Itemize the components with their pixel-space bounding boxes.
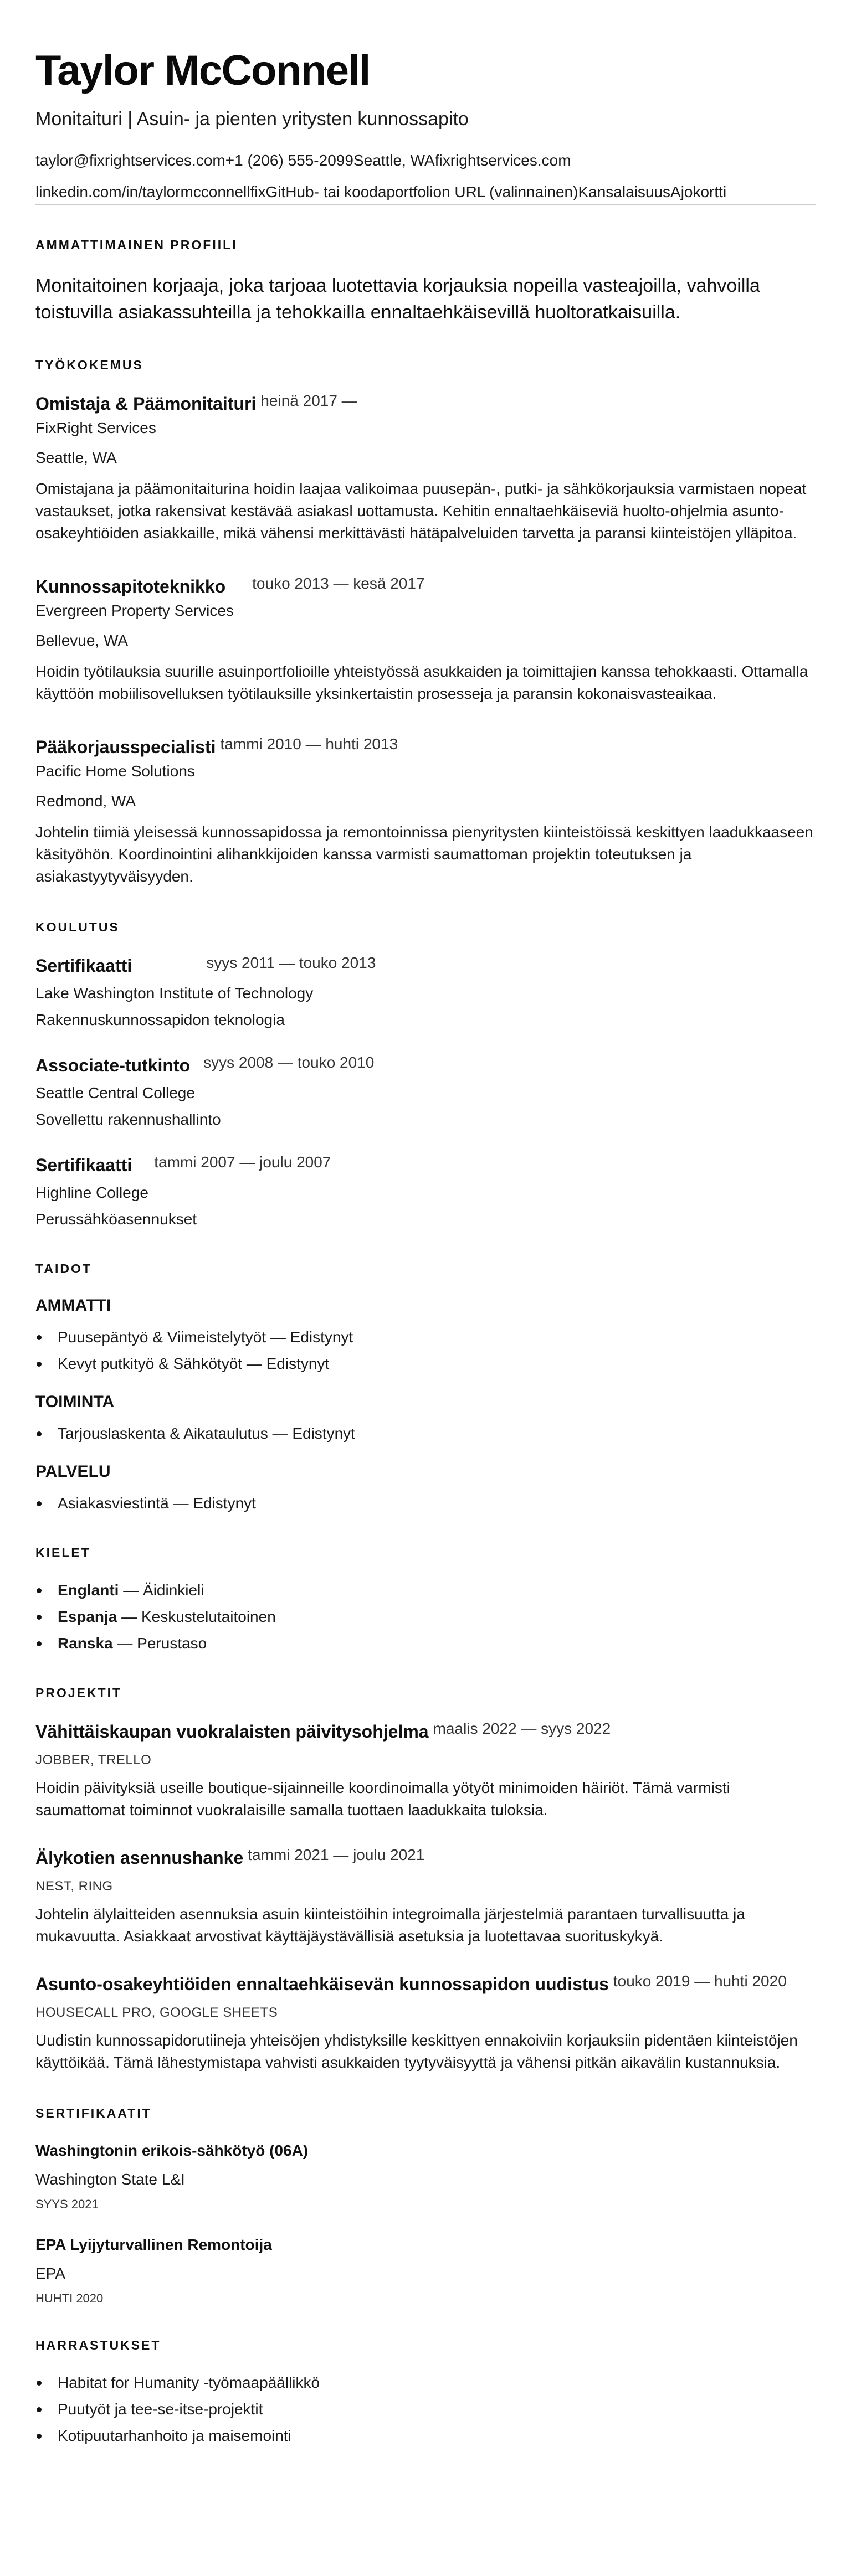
section-title-education: KOULUTUS: [35, 920, 120, 935]
project-dates: maalis 2022 — syys 2022: [433, 1720, 611, 1738]
project-dates: tammi 2021 — joulu 2021: [248, 1846, 425, 1864]
section-title-experience: TYÖKOKEMUS: [35, 358, 143, 373]
project-tech: JOBBER, TRELLO: [35, 1753, 152, 1768]
language-level: — Äidinkieli: [119, 1581, 204, 1599]
degree-title: Sertifikaatti: [35, 1155, 132, 1176]
job-location: Seattle, WA: [35, 449, 117, 467]
profile-summary: Monitaitoinen korjaaja, joka tarjoaa luotettavia korjauksia nopeilla vasteajoilla, vahvoilla toistuvilla asiakassuhteilla ja tehokkailla ennaltaehkäisevillä huoltoratkaisuilla.: [35, 275, 760, 323]
field-of-study: Perussähköasennukset: [35, 1210, 197, 1228]
skill-item: Kevyt putkityö & Sähkötyöt — Edistynyt: [35, 1354, 816, 1374]
language-level: — Perustaso: [112, 1635, 207, 1652]
school-name: Lake Washington Institute of Technology: [35, 985, 314, 1002]
field-of-study: Sovellettu rakennushallinto: [35, 1111, 221, 1129]
school-name: Highline College: [35, 1184, 148, 1202]
section-title-skills: TAIDOT: [35, 1261, 92, 1276]
job-company: Evergreen Property Services: [35, 602, 234, 620]
education-entry: [35, 1054, 816, 1130]
language-name: Espanja: [58, 1608, 117, 1626]
job-location: Bellevue, WA: [35, 632, 129, 650]
project-tech: HOUSECALL PRO, GOOGLE SHEETS: [35, 2005, 278, 2021]
skill-group: [35, 1393, 816, 1444]
section-title-projects: PROJEKTIT: [35, 1686, 122, 1701]
degree-title: Sertifikaatti: [35, 956, 132, 976]
degree-title: Associate-tutkinto: [35, 1055, 191, 1076]
language-item: [35, 1607, 816, 1627]
certification-date: HUHTI 2020: [35, 2291, 104, 2306]
language-item: [35, 1580, 816, 1600]
contact-email[interactable]: taylor@fixrightservices.com: [35, 151, 225, 169]
job-location: Redmond, WA: [35, 792, 136, 810]
project-name: Vähittäiskaupan vuokralaisten päivitysohjelma: [35, 1722, 429, 1742]
language-level: — Keskustelutaitoinen: [117, 1608, 276, 1626]
certification-entry: [35, 2235, 816, 2306]
education-entry: [35, 1154, 816, 1229]
candidate-name: Taylor McConnell: [35, 47, 370, 94]
interest-item: Habitat for Humanity -työmaapäällikkö: [35, 2373, 816, 2393]
skill-category: TOIMINTA: [35, 1393, 115, 1411]
language-name: Ranska: [58, 1635, 113, 1652]
job-description: Hoidin työtilauksia suurille asuinportfolioille yhteistyössä asukkaiden ja toimittajien kanssa tehokkaasti. Ottamalla käyttöön mobiilisovelluksen työtilauksille yksinkertaistin prosesseja ja paransin kokonaisvasteaikaa.: [35, 663, 808, 703]
interest-item: Puutyöt ja tee-se-itse-projektit: [35, 2399, 816, 2419]
job-description: Omistajana ja päämonitaiturina hoidin laajaa valikoimaa puusepän-, putki- ja sähkökorjauksia varmistaen nopeat vastaukset, jotka rakensivat kestävää asiakasl uottamusta. Kehitin ennaltaehkäiseviä huolto-ohjelmia asunto-osakeyhtiöiden asiakkaille, mikä vähensi merkittävästi hätäpalveluiden tarvetta ja paransi kiinteistöjen ylläpitoa.: [35, 480, 807, 542]
certifications-section: [35, 2106, 816, 2306]
school-name: Seattle Central College: [35, 1084, 195, 1102]
certification-issuer: Washington State L&I: [35, 2171, 185, 2188]
experience-entry: [35, 393, 816, 544]
experience-section: [35, 358, 816, 888]
job-company: FixRight Services: [35, 419, 156, 437]
project-entry: [35, 1973, 816, 2074]
candidate-headline: Monitaituri | Asuin- ja pienten yritysten kunnossapito: [35, 108, 469, 130]
section-title-profile: AMMATTIMAINEN PROFIILI: [35, 238, 238, 253]
job-company: Pacific Home Solutions: [35, 763, 195, 780]
project-tech: NEST, RING: [35, 1879, 113, 1894]
experience-entry: [35, 575, 816, 705]
project-entry: [35, 1720, 816, 1821]
job-title: Pääkorjausspecialisti: [35, 737, 216, 758]
contact-location: Seattle, WA: [353, 151, 435, 169]
project-description: Uudistin kunnossapidorutiineja yhteisöjen yhdistyksille keskittyen ennakoiviin korjauksiin pidentäen kiinteistöjen käyttöikää. Tämä lähestymistapa vahvisti asukkaiden tyytyväisyyttä ja vähensi pitkän aikavälin kustannuksia.: [35, 2032, 798, 2072]
header-divider: [35, 204, 816, 205]
project-name: Älykotien asennushanke: [35, 1848, 244, 1868]
section-title-interests: HARRASTUKSET: [35, 2338, 161, 2353]
job-description: Johtelin tiimiä yleisessä kunnossapidossa ja remontoinnissa pienyritysten kiinteistöissä keskittyen laadukkaaseen käsityöhön. Koordinointini alihankkijoiden kanssa varmisti saumattoman projektin toteutuksen ja asiakastyytyväisyyden.: [35, 823, 813, 885]
certification-issuer: EPA: [35, 2265, 65, 2283]
resume-header: [35, 49, 816, 205]
contact-info: [35, 152, 816, 201]
contact-row-secondary: [35, 184, 816, 201]
skill-category: AMMATTI: [35, 1296, 111, 1315]
certification-date: SYYS 2021: [35, 2197, 99, 2212]
education-section: [35, 920, 816, 1229]
skill-group: [35, 1462, 816, 1513]
education-entry: [35, 955, 816, 1030]
field-of-study: Rakennuskunnossapidon teknologia: [35, 1011, 285, 1029]
skills-section: [35, 1261, 816, 1513]
skill-item: Puusepäntyö & Viimeistelytyöt — Edistynyt: [35, 1327, 816, 1347]
job-dates: tammi 2010 — huhti 2013: [220, 735, 398, 753]
certification-name: EPA Lyijyturvallinen Remontoija: [35, 2236, 272, 2254]
section-title-certifications: SERTIFIKAATIT: [35, 2106, 152, 2121]
interests-section: [35, 2338, 816, 2446]
contact-row-primary: [35, 152, 816, 169]
skill-group: [35, 1296, 816, 1374]
contact-drivers-license: Ajokortti: [670, 183, 727, 200]
project-entry: [35, 1847, 816, 1948]
language-name: Englanti: [58, 1581, 119, 1599]
contact-citizenship: Kansalaisuus: [578, 183, 671, 200]
certification-entry: [35, 2141, 816, 2212]
skill-item: Asiakasviestintä — Edistynyt: [35, 1493, 816, 1513]
education-dates: tammi 2007 — joulu 2007: [154, 1153, 331, 1171]
interest-item: Kotipuutarhanhoito ja maisemointi: [35, 2426, 816, 2446]
contact-phone[interactable]: +1 (206) 555-2099: [225, 151, 353, 169]
experience-entry: [35, 736, 816, 888]
projects-section: [35, 1686, 816, 2074]
section-title-languages: KIELET: [35, 1545, 91, 1560]
project-dates: touko 2019 — huhti 2020: [613, 1972, 787, 1990]
job-title: Omistaja & Päämonitaituri: [35, 394, 257, 414]
job-dates: touko 2013 — kesä 2017: [252, 575, 425, 593]
contact-website[interactable]: fixrightservices.com: [434, 151, 571, 169]
project-name: Asunto-osakeyhtiöiden ennaltaehkäisevän kunnossapidon uudistus: [35, 1974, 609, 1995]
languages-section: [35, 1545, 816, 1653]
skill-item: Tarjouslaskenta & Aikataulutus — Edistynyt: [35, 1424, 816, 1444]
profile-section: [35, 238, 816, 326]
skill-category: PALVELU: [35, 1462, 111, 1481]
education-dates: syys 2008 — touko 2010: [203, 1054, 375, 1071]
job-dates: heinä 2017 —: [260, 392, 357, 410]
job-title: Kunnossapitoteknikko: [35, 576, 226, 597]
certification-name: Washingtonin erikois-sähkötyö (06A): [35, 2142, 309, 2160]
project-description: Hoidin päivityksiä useille boutique-sijainneille koordinoimalla yötyöt minimoiden häiriöt. Tämä varmisti saumattomat toiminnot vuokralaisille samalla tuottaen laadukkaita tuloksia.: [35, 1779, 730, 1819]
experience-list: [35, 393, 816, 888]
contact-github[interactable]: GitHub- tai koodaportfolion URL (valinnainen): [265, 183, 578, 200]
language-item: [35, 1634, 816, 1653]
project-description: Johtelin älylaitteiden asennuksia asuin kiinteistöihin integroimalla järjestelmiä parantaen turvallisuutta ja mukavuutta. Asiakkaat arvostivat käyttäjäystävällisiä asetuksia ja luotettavaa suorituskykyä.: [35, 1905, 745, 1945]
education-dates: syys 2011 — touko 2013: [206, 954, 376, 972]
contact-linkedin[interactable]: linkedin.com/in/taylormcconnellfix: [35, 183, 266, 200]
